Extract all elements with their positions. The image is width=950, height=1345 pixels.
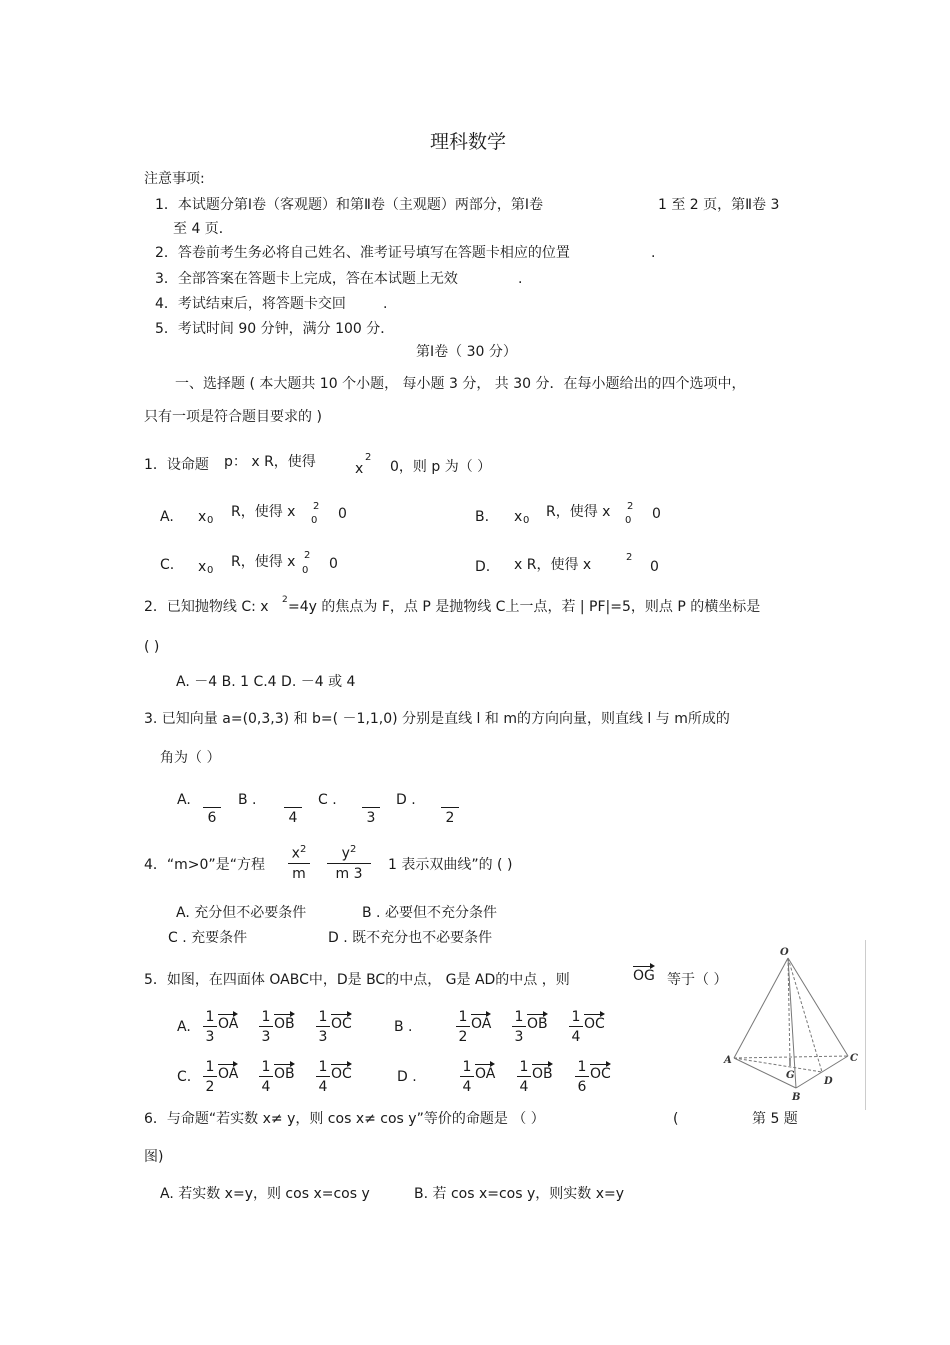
- figure-border: [865, 940, 866, 1110]
- q4-frac-y-sup: 2: [349, 844, 357, 855]
- q4-stem-b: 1 表示双曲线”的 ( ): [388, 857, 513, 873]
- notice-item-1: 1．本试题分第Ⅰ卷（客观题）和第Ⅱ卷（主观题）两部分，第Ⅰ卷: [155, 197, 544, 213]
- q5-opt-c-label: C.: [177, 1069, 192, 1085]
- fig-label-o: O: [780, 947, 789, 958]
- q5-opt-d-label: D .: [397, 1069, 417, 1085]
- q5-vec-og-label: OG: [633, 968, 655, 984]
- q4-opt-a: A. 充分但不必要条件: [176, 905, 307, 921]
- q1-opt-a-mid: R，使得 x: [231, 504, 296, 520]
- q5-opt-a-frac-3: $\frac{1}{3}$: [316, 1010, 330, 1044]
- q4-frac-x: [288, 845, 310, 881]
- q5-opt-c-frac-1: $\frac{1}{2}$: [203, 1060, 217, 1094]
- q4-frac-x-num: x: [291, 845, 300, 862]
- q5-opt-a-frac-2: $\frac{1}{3}$: [259, 1010, 273, 1044]
- q1-opt-d-label: D.: [475, 559, 491, 575]
- fig-label-g: G: [786, 1070, 795, 1081]
- q4-frac-y-num: y: [341, 845, 350, 862]
- q5-opt-c-frac-2: $\frac{1}{4}$: [259, 1060, 273, 1094]
- q1-opt-c-sub: 0: [207, 565, 214, 576]
- q1-opt-c-end: 0: [329, 556, 338, 572]
- q3-opt-a-label: A.: [177, 792, 191, 808]
- figure-caption-open: (: [673, 1111, 679, 1127]
- q5-opt-d-frac-2: $\frac{1}{4}$: [517, 1060, 531, 1094]
- q5-opt-d-frac-3: $\frac{1}{6}$: [575, 1060, 589, 1094]
- notice-item-5: 5．考试时间 90 分钟，满分 100 分．: [155, 321, 395, 337]
- q1-opt-d-body: x R，使得 x: [514, 557, 592, 573]
- q3-opt-a-frac: [203, 791, 221, 825]
- q3-stem-2: 角为（ ）: [160, 750, 221, 766]
- figure-caption: 第 5 题: [752, 1111, 798, 1127]
- tetrahedron-figure: [720, 940, 866, 1110]
- notice-item-1-cont: 至 4 页．: [173, 221, 233, 237]
- q5-opt-b-label: B .: [394, 1019, 413, 1035]
- q4-opt-c: C . 充要条件: [168, 930, 248, 946]
- q1-opt-b-sub: 0: [523, 515, 530, 526]
- q3-opt-c-frac: [362, 791, 380, 825]
- q1-opt-b-sup: 2: [627, 501, 634, 512]
- section-intro-2: 只有一项是符合题目要求的 ): [144, 409, 322, 425]
- q5-opt-d-vec-ob: OB: [532, 1061, 553, 1081]
- q1-opt-b-sub2: 0: [625, 515, 632, 526]
- q1-opt-b-label: B.: [475, 509, 490, 525]
- q1-opt-d-end: 0: [650, 559, 659, 575]
- q1-opt-c-sup: 2: [304, 550, 311, 561]
- q1-opt-a-label: A.: [160, 509, 174, 525]
- section-header: 第Ⅰ卷（ 30 分）: [416, 344, 517, 360]
- q5-opt-d-frac-1: $\frac{1}{4}$: [460, 1060, 474, 1094]
- q1-opt-a-sup: 2: [313, 501, 320, 512]
- notice-item-4: 4．考试结束后，将答题卡交回: [155, 296, 346, 312]
- q1-opt-c-label: C.: [160, 557, 175, 573]
- q5-opt-a-vec-oa: OA: [218, 1011, 238, 1031]
- q4-frac-y: [327, 845, 371, 881]
- q4-frac-x-den: m: [292, 865, 306, 882]
- q2-paren: ( ): [144, 639, 160, 655]
- figure-caption-end: 图): [144, 1149, 164, 1165]
- section-intro-1: 一、选择题 ( 本大题共 10 个小题， 每小题 3 分， 共 30 分．在每小题给出的四个选项中，: [175, 376, 746, 392]
- q3-opt-d-frac: [441, 791, 459, 825]
- q4-stem-a: 4．“m>0”是“方程: [144, 857, 265, 873]
- q5-opt-c-vec-ob: OB: [274, 1061, 295, 1081]
- notice-item-1-tail: 1 至 2 页，第Ⅱ卷 3: [658, 197, 780, 213]
- q5-opt-b-vec-ob: OB: [527, 1011, 548, 1031]
- q2-stem-rest: =4y 的焦点为 F，点 P 是抛物线 C上一点，若 | PF|=5，则点 P 的横坐标是: [288, 599, 761, 615]
- q1-opt-b-end: 0: [652, 506, 661, 522]
- q6-opt-a: A. 若实数 x=y，则 cos x=cos y: [160, 1186, 370, 1202]
- q2-stem: 2．已知抛物线 C: x: [144, 599, 269, 615]
- q3-opt-d-den: 2: [445, 810, 455, 826]
- q5-opt-b-vec-oc: OC: [584, 1011, 605, 1031]
- fig-label-d: D: [824, 1076, 833, 1087]
- q1-stem-exp: 2: [365, 452, 372, 463]
- notice-item-3-tail: .: [518, 271, 523, 287]
- q1-opt-b-mid: R，使得 x: [546, 504, 611, 520]
- q5-opt-b-frac-1: $\frac{1}{2}$: [456, 1010, 470, 1044]
- q2-options: A. －4 B. 1 C.4 D. －4 或 4: [176, 674, 356, 690]
- q5-opt-d-vec-oc: OC: [590, 1061, 611, 1081]
- fig-label-b: B: [792, 1092, 801, 1103]
- q5-vec-og: [633, 963, 655, 983]
- q1-opt-c-x: x: [198, 559, 207, 575]
- q5-opt-b-frac-2: $\frac{1}{3}$: [512, 1010, 526, 1044]
- q1-opt-d-sup: 2: [626, 552, 633, 563]
- q5-stem: 5．如图，在四面体 OABC中，D是 BC的中点， G是 AD的中点 ，则: [144, 972, 570, 988]
- page-title: 理科数学: [430, 131, 507, 153]
- q1-stem-b: p： x R，使得: [224, 454, 316, 470]
- q1-opt-c-mid: R，使得 x: [231, 554, 296, 570]
- q2-stem-sup: 2: [282, 595, 288, 605]
- q1-stem-x: x: [355, 461, 364, 477]
- q3-opt-c-den: 3: [366, 810, 376, 826]
- q5-opt-c-vec-oa: OA: [218, 1061, 238, 1081]
- q4-opt-b: B . 必要但不充分条件: [362, 905, 497, 921]
- q4-opt-d: D . 既不充分也不必要条件: [328, 930, 493, 946]
- q1-opt-a-sub: 0: [207, 515, 214, 526]
- q4-frac-x-sup: 2: [299, 844, 307, 855]
- q5-stem-tail: 等于（ ）: [667, 972, 728, 988]
- notice-item-4-tail: .: [383, 296, 388, 312]
- q6-stem: 6．与命题“若实数 x≠ y，则 cos x≠ cos y”等价的命题是 （ ）: [144, 1111, 545, 1127]
- fig-label-c: C: [850, 1053, 858, 1064]
- q5-opt-a-label: A.: [177, 1019, 191, 1035]
- notice-item-2-tail: .: [651, 245, 656, 261]
- q1-opt-b-x: x: [514, 509, 523, 525]
- q1-opt-a-sub2: 0: [311, 515, 318, 526]
- q5-opt-b-frac-3: $\frac{1}{4}$: [569, 1010, 583, 1044]
- q5-opt-d-vec-oa: OA: [475, 1061, 495, 1081]
- q3-opt-b-den: 4: [288, 810, 298, 826]
- notice-item-3: 3．全部答案在答题卡上完成，答在本试题上无效: [155, 271, 458, 287]
- q1-stem-a: 1．设命题: [144, 457, 209, 473]
- q3-opt-c-label: C .: [318, 792, 337, 808]
- fig-label-a: A: [724, 1055, 732, 1066]
- q1-opt-a-x: x: [198, 509, 207, 525]
- q3-opt-a-den: 6: [207, 810, 217, 826]
- q5-opt-a-frac-1: $\frac{1}{3}$: [203, 1010, 217, 1044]
- q5-opt-a-vec-ob: OB: [274, 1011, 295, 1031]
- q1-stem-c: 0，则 p 为（ ）: [390, 459, 492, 475]
- q3-opt-b-frac: [284, 791, 302, 825]
- q3-opt-b-label: B .: [238, 792, 257, 808]
- q1-opt-c-sub2: 0: [302, 565, 309, 576]
- q3-stem: 3. 已知向量 a=(0,3,3) 和 b=( －1,1,0) 分别是直线 l 和 m的方向向量，则直线 l 与 m所成的: [144, 711, 730, 727]
- q6-opt-b: B. 若 cos x=cos y，则实数 x=y: [414, 1186, 625, 1202]
- q5-opt-c-frac-3: $\frac{1}{4}$: [316, 1060, 330, 1094]
- q5-opt-b-vec-oa: OA: [471, 1011, 491, 1031]
- q4-frac-y-den: m 3: [335, 865, 363, 882]
- notice-heading: 注意事项:: [144, 171, 205, 187]
- q3-opt-d-label: D .: [396, 792, 416, 808]
- q1-opt-a-end: 0: [338, 506, 347, 522]
- q5-opt-a-vec-oc: OC: [331, 1011, 352, 1031]
- q5-opt-c-vec-oc: OC: [331, 1061, 352, 1081]
- notice-item-2: 2．答卷前考生务必将自己姓名、准考证号填写在答题卡相应的位置: [155, 245, 570, 261]
